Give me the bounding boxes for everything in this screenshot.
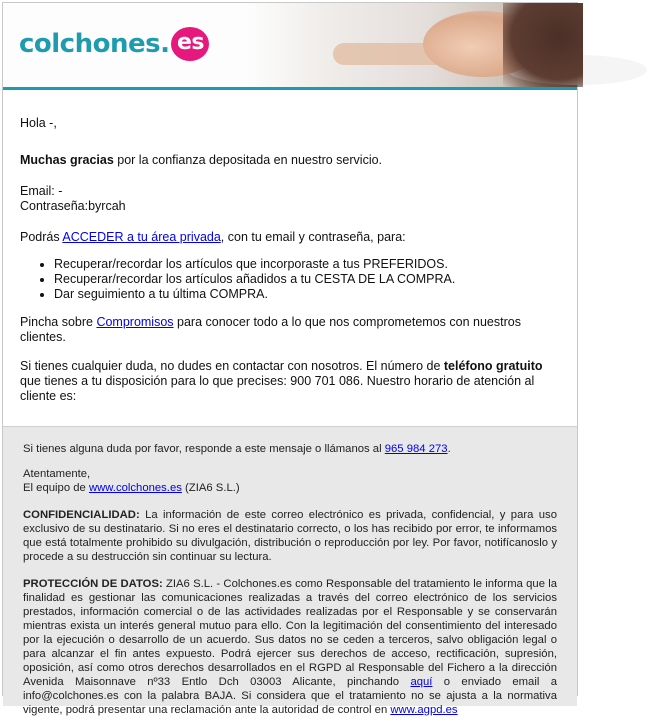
thanks-rest: por la confianza depositada en nuestro servicio.	[113, 153, 383, 167]
phone-bold: teléfono gratuito	[443, 359, 543, 373]
access-line	[20, 230, 560, 245]
greeting: Hola -,	[20, 116, 57, 130]
unsubscribe-here-link[interactable]: aquí	[410, 676, 433, 688]
list-item: • Dar seguimiento a tu última COMPRA.	[54, 287, 560, 302]
email-header	[3, 3, 577, 87]
team-post: (ZIA6 S.L.)	[181, 482, 240, 494]
header-photo-hair	[503, 3, 583, 87]
regards: Atentamente,	[23, 468, 91, 480]
features-list	[20, 257, 560, 302]
phone-post: que tienes a tu disposición para lo que precises: 900 701 086. Nuestro horario de atención al cliente es:	[20, 374, 535, 403]
footer-phone-link[interactable]: 965 984 273	[384, 443, 448, 455]
email-body	[3, 116, 577, 445]
data-protection-text-2: o enviado email a info@colchones.es con la palabra BAJA. Si considera que el tratamiento no se ajusta a la normativa vigente, podrá presentar una reclamación ante la autoridad de control en	[23, 676, 557, 716]
commit-post: para conocer todo a lo que nos comprometemos con nuestros clientes.	[20, 315, 521, 344]
confidentiality-text: La información de este correo electrónico es privada, confidencial, y para uso exclusivo de su destinatario. Si no eres el destinatario correcto, o los has recibido por error, te informamos que está totalmente prohibido su divulgación, distribución o reproducción por ley. Por favor, notifícanoslo y procede a su destrucción sin continuar su lectura.	[23, 509, 557, 563]
private-area-link[interactable]: ACCEDER a tu área privada	[62, 230, 221, 244]
website-link[interactable]: www.colchones.es	[88, 482, 182, 494]
commitments-link[interactable]: Compromisos	[96, 315, 174, 329]
list-item: • Recuperar/recordar los artículos que incorporaste a tus PREFERIDOS.	[54, 257, 560, 272]
phone-pre: Si tienes cualquier duda, no dudes en contactar con nosotros. El número de	[20, 359, 444, 373]
logo-text: colchones.	[19, 29, 170, 59]
colchones-logo[interactable]	[19, 27, 209, 61]
confidentiality-notice	[23, 508, 557, 564]
list-item: • Recuperar/recordar los artículos añadidos a tu CESTA DE LA COMPRA.	[54, 272, 560, 287]
data-protection-notice	[23, 577, 557, 717]
commitments-line	[20, 315, 560, 345]
phone-line	[20, 359, 560, 404]
email-frame	[2, 2, 578, 716]
password-line: Contraseña:byrcah	[20, 199, 126, 213]
confidentiality-title: CONFIDENCIALIDAD:	[23, 509, 140, 521]
thanks-line	[20, 153, 560, 168]
footer-question	[23, 442, 557, 456]
access-pre: Podrás	[20, 230, 63, 244]
question-pre: Si tienes alguna duda por favor, responde a este mensaje o llámanos al	[23, 443, 385, 455]
thanks-bold: Muchas gracias	[20, 153, 114, 167]
logo-es-badge: es	[171, 27, 209, 61]
team-pre: El equipo de	[23, 482, 89, 494]
access-post: , con tu email y contraseña, para:	[220, 230, 406, 244]
data-protection-title: PROTECCIÓN DE DATOS:	[23, 578, 163, 590]
header-divider	[3, 87, 577, 90]
email-line: Email: -	[20, 184, 63, 198]
agpd-link[interactable]: www.agpd.es	[390, 704, 458, 716]
data-protection-text-1: ZIA6 S.L. - Colchones.es como Responsable del tratamiento le informa que la finalidad es gestionar las comunicaciones realizadas a través del correo electrónico de los servicios prestados, información comercial o de las actividades realizadas por el Responsable y se conservarán mientras exista un interés general mutuo para ello. Con la legitimación del consentimiento del interesado por la ejecución o desarrollo de un acuerdo. Sus datos no se ceden a terceros, salvo obligación legal o para alcanzar el fin antes expuesto. Podrá ejercer sus derechos de acceso, rectificación, supresión, oposición, así como otros derechos desarrollados en el RGPD al Responsable del Fichero a la dirección Avenida Maisonnave nº33 Entlo Dch 03003 Alicante, pinchando	[23, 578, 558, 688]
commit-pre: Pincha sobre	[20, 315, 97, 329]
question-post: .	[447, 443, 451, 455]
email-footer	[3, 426, 577, 716]
team-line	[23, 481, 557, 495]
